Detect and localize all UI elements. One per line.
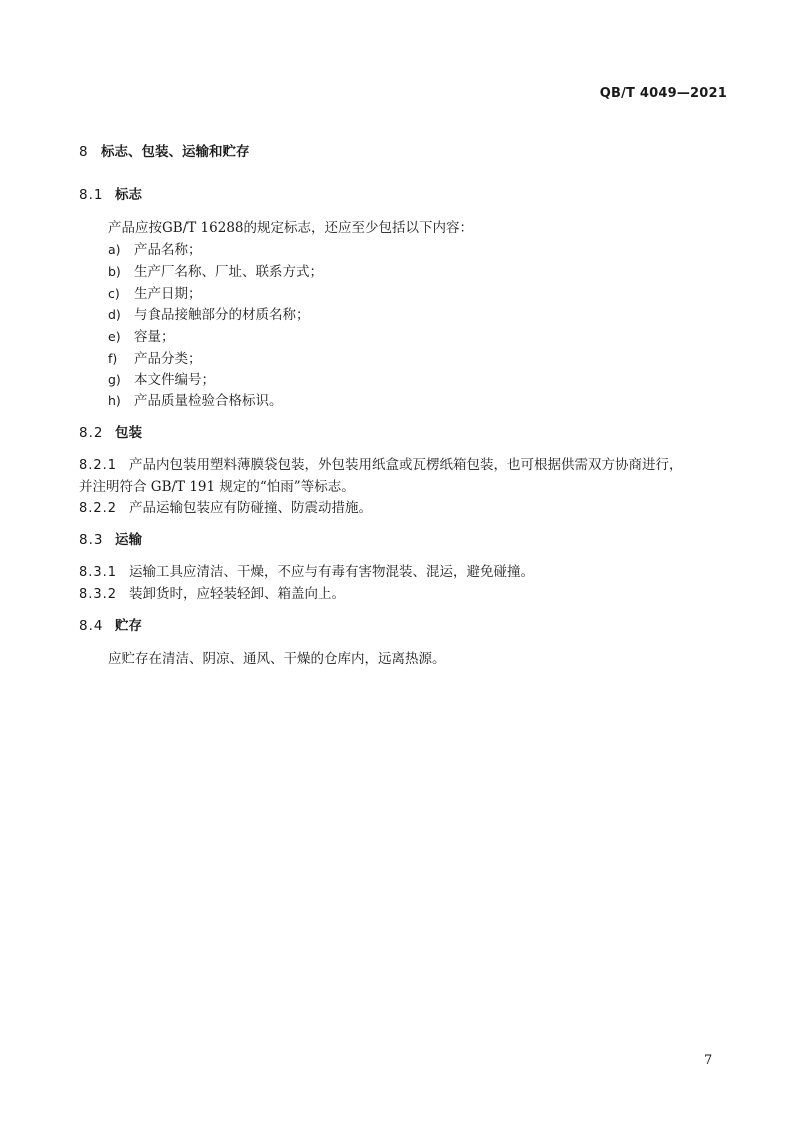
list-label: g) xyxy=(108,372,121,387)
clause-text: 产品内包装用塑料薄膜袋包装，外包装用纸盒或瓦楞纸箱包装，也可根据供需双方协商进行， xyxy=(129,457,683,473)
page-number: 7 xyxy=(704,1053,713,1068)
list-text: 产品名称； xyxy=(134,242,202,258)
subsection-8-1-heading xyxy=(79,183,142,203)
subsection-number: 8.2 xyxy=(79,425,104,441)
clause-number: 8.2.2 xyxy=(79,501,118,516)
clause-number: 8.3.1 xyxy=(79,565,118,580)
marking-intro: 产品应按GB/T 16288的规定标志，还应至少包括以下内容： xyxy=(108,220,473,236)
subsection-title: 运输 xyxy=(115,532,142,548)
clause-text: 运输工具应清洁、干燥，不应与有毒有害物混装、混运，避免碰撞。 xyxy=(129,564,534,580)
standard-number: QB/T 4049—2021 xyxy=(599,86,727,101)
section-title: 标志、包装、运输和贮存 xyxy=(101,144,250,160)
clause-8-3-1 xyxy=(79,560,534,580)
list-label: c) xyxy=(108,286,120,301)
clause-8-3-2 xyxy=(79,582,345,602)
section-8-heading xyxy=(79,140,250,160)
subsection-title: 包装 xyxy=(115,425,142,441)
subsection-number: 8.3 xyxy=(79,532,104,548)
list-item xyxy=(108,260,323,280)
list-text: 与食品接触部分的材质名称； xyxy=(134,307,310,323)
clause-text: 产品运输包装应有防碰撞、防震动措施。 xyxy=(129,500,372,516)
subsection-title: 标志 xyxy=(115,187,142,203)
storage-text: 应贮存在清洁、阴凉、通风、干燥的仓库内，远离热源。 xyxy=(108,651,446,667)
list-item xyxy=(108,368,215,388)
list-item xyxy=(108,325,175,345)
clause-8-2-1 xyxy=(79,453,683,473)
subsection-number: 8.4 xyxy=(79,618,104,634)
list-text: 产品分类； xyxy=(134,351,202,367)
clause-number: 8.3.2 xyxy=(79,587,118,602)
list-text: 生产日期； xyxy=(134,286,202,302)
list-item xyxy=(108,347,202,367)
subsection-8-2-heading xyxy=(79,421,142,441)
list-label: e) xyxy=(108,329,121,344)
section-number: 8 xyxy=(79,144,88,160)
subsection-title: 贮存 xyxy=(115,618,142,634)
clause-number: 8.2.1 xyxy=(79,458,118,473)
list-text: 本文件编号； xyxy=(134,372,215,388)
clause-8-2-2 xyxy=(79,496,372,516)
list-label: d) xyxy=(108,307,121,322)
list-label: a) xyxy=(108,242,121,257)
list-item xyxy=(108,282,202,302)
list-text: 容量； xyxy=(134,329,175,345)
subsection-number: 8.1 xyxy=(79,187,104,203)
clause-text: 装卸货时，应轻装轻卸、箱盖向上。 xyxy=(129,586,345,602)
subsection-8-4-heading xyxy=(79,614,142,634)
list-item xyxy=(108,389,283,409)
clause-text-continued: 并注明符合 GB/T 191 规定的“怕雨”等标志。 xyxy=(79,479,355,495)
list-item xyxy=(108,303,310,323)
list-text: 生产厂名称、厂址、联系方式； xyxy=(134,264,323,280)
list-label: f) xyxy=(108,351,118,366)
list-label: h) xyxy=(108,393,121,408)
list-text: 产品质量检验合格标识。 xyxy=(134,393,283,409)
list-item xyxy=(108,238,202,258)
list-label: b) xyxy=(108,264,121,279)
subsection-8-3-heading xyxy=(79,528,142,548)
